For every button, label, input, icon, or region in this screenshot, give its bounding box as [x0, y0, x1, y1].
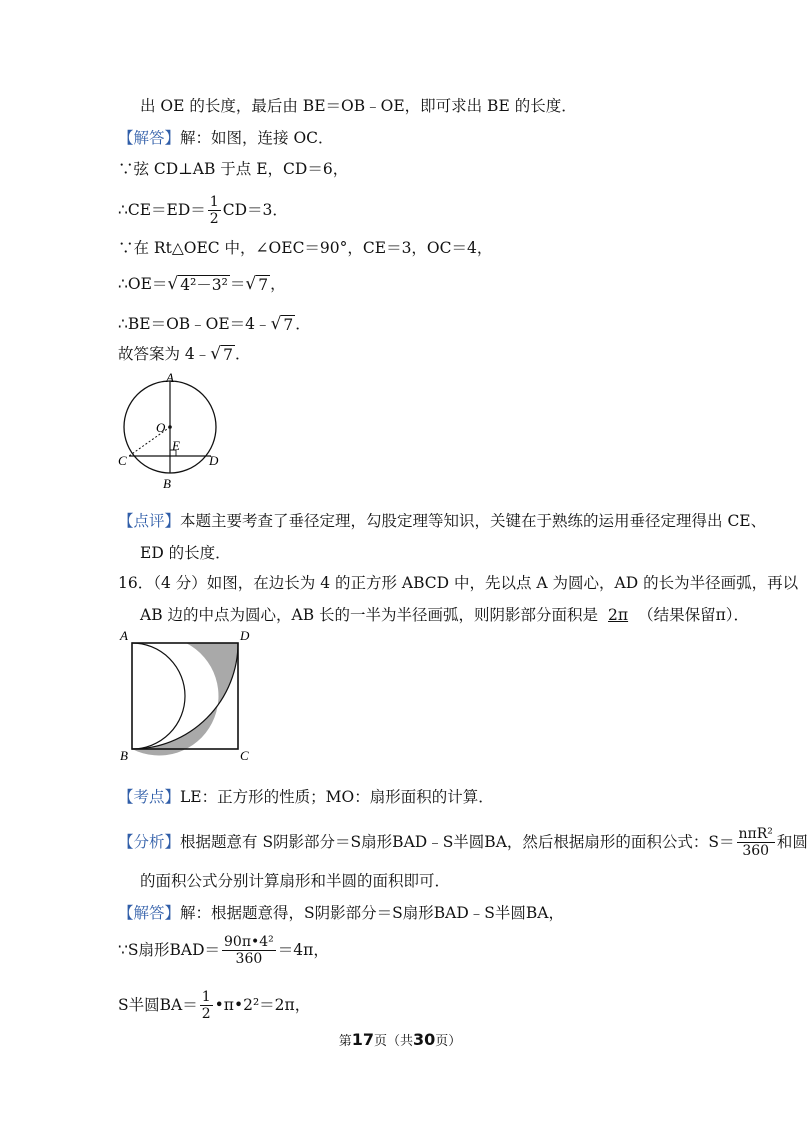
text-line: 的面积公式分别计算扇形和半圆的面积即可．	[140, 872, 451, 890]
footer-text: 第	[338, 1034, 352, 1049]
fraction	[200, 989, 213, 1022]
semicircle-arc	[132, 643, 185, 749]
question-16-line: 16．（4 分）如图，在边长为 4 的正方形 ABCD 中，先以点 A 为圆心，AD 的长为半径画弧，再以	[118, 574, 799, 592]
formula-line	[118, 343, 251, 365]
page-footer	[0, 1030, 800, 1049]
formula-text: ∴OE＝	[118, 275, 168, 293]
label-b: B	[120, 748, 128, 763]
denominator: 360	[235, 950, 263, 967]
formula-text: •π•2²＝2π，	[214, 996, 311, 1014]
square-root: √ 7	[210, 344, 234, 364]
text-line: ED 的长度．	[140, 544, 231, 562]
fraction	[222, 934, 276, 967]
formula-text: CD＝3．	[222, 201, 288, 219]
label-a: A	[120, 628, 128, 643]
numerator: nπR²	[738, 825, 773, 842]
text-line: 出 OE 的长度，最后由 BE＝OB﹣OE，即可求出 BE 的长度．	[140, 97, 577, 115]
label-c: C	[118, 453, 127, 468]
formula-text: 故答案为 4﹣	[118, 345, 211, 363]
square-root: √ 7	[245, 274, 269, 294]
knowledge-text: LE：正方形的性质；MO：扇形面积的计算．	[180, 788, 494, 806]
square-root: √ 4²－3²	[167, 274, 228, 294]
radicand: 7	[283, 316, 294, 334]
analysis-text: 和圆	[776, 833, 808, 851]
circle-figure	[112, 370, 232, 495]
answer-tag: 【解答】	[118, 129, 181, 147]
formula-text: ∴CE＝ED＝	[118, 201, 206, 219]
answer-text: 解：根据题意得，S阴影部分＝S扇形BAD﹣S半圆BA，	[180, 904, 564, 922]
footer-text: 页（共	[373, 1034, 413, 1049]
label-d: D	[209, 453, 219, 468]
formula-text: ．	[295, 315, 311, 333]
analysis-tag: 【分析】	[118, 833, 181, 851]
numerator: 1	[201, 988, 211, 1005]
answer-line	[118, 902, 564, 924]
fraction	[737, 826, 775, 859]
total-pages: 30	[413, 1030, 436, 1049]
label-o: O	[156, 420, 166, 435]
label-d: D	[240, 628, 250, 643]
numerator: 1	[209, 193, 219, 210]
denominator: 360	[742, 842, 770, 859]
text-line: ∵弦 CD⊥AB 于点 E，CD＝6，	[118, 160, 349, 178]
square-figure	[116, 627, 261, 762]
denominator: 2	[209, 210, 219, 227]
formula-text: ∵S扇形BAD＝	[118, 941, 220, 959]
formula-line	[118, 273, 286, 295]
denominator: 2	[201, 1005, 211, 1022]
footer-text: 页）	[435, 1034, 462, 1049]
formula-text: ＝4π，	[277, 941, 329, 959]
comment-line	[118, 510, 766, 532]
label-c: C	[240, 748, 249, 763]
formula-text: ∴BE＝OB﹣OE＝4﹣	[118, 315, 271, 333]
formula-text: S半圆BA＝	[118, 996, 198, 1014]
square-root: √ 7	[270, 314, 294, 334]
question-16-line-2	[140, 604, 749, 626]
analysis-text: 根据题意有 S阴影部分＝S扇形BAD﹣S半圆BA，然后根据扇形的面积公式：S＝	[180, 833, 735, 851]
comment-tag: 【点评】	[118, 512, 181, 530]
formula-text: ＝	[229, 275, 246, 293]
question-text: （结果保留π）．	[638, 606, 750, 624]
answer-line	[118, 127, 334, 149]
formula-text: ．	[235, 345, 251, 363]
radicand: 4²－3²	[180, 276, 228, 294]
radicand: 7	[258, 276, 269, 294]
formula-line	[118, 313, 311, 335]
formula-line	[118, 930, 329, 970]
page-number: 17	[351, 1030, 374, 1049]
answer-blank: 2π	[608, 606, 629, 624]
radicand: 7	[223, 346, 234, 364]
answer-tag: 【解答】	[118, 904, 181, 922]
label-b: B	[163, 476, 171, 491]
label-e: E	[172, 438, 180, 453]
answer-text: 解：如图，连接 OC．	[180, 129, 334, 147]
question-text: AB 边的中点为圆心，AB 长的一半为半径画弧，则阴影部分面积是	[140, 606, 599, 624]
fraction	[208, 194, 221, 227]
knowledge-tag: 【考点】	[118, 788, 181, 806]
formula-line	[118, 190, 288, 230]
formula-line	[118, 985, 310, 1025]
analysis-line	[118, 822, 808, 862]
numerator: 90π•4²	[224, 933, 274, 950]
label-a: A	[166, 370, 174, 385]
comment-text: 本题主要考查了垂径定理，勾股定理等知识，关键在于熟练的运用垂径定理得出 CE、	[180, 512, 767, 530]
formula-text: ，	[270, 275, 286, 293]
knowledge-line	[118, 786, 494, 808]
center-point	[168, 425, 172, 429]
text-line: ∵在 Rt△OEC 中，∠OEC＝90°，CE＝3，OC＝4，	[118, 239, 493, 257]
